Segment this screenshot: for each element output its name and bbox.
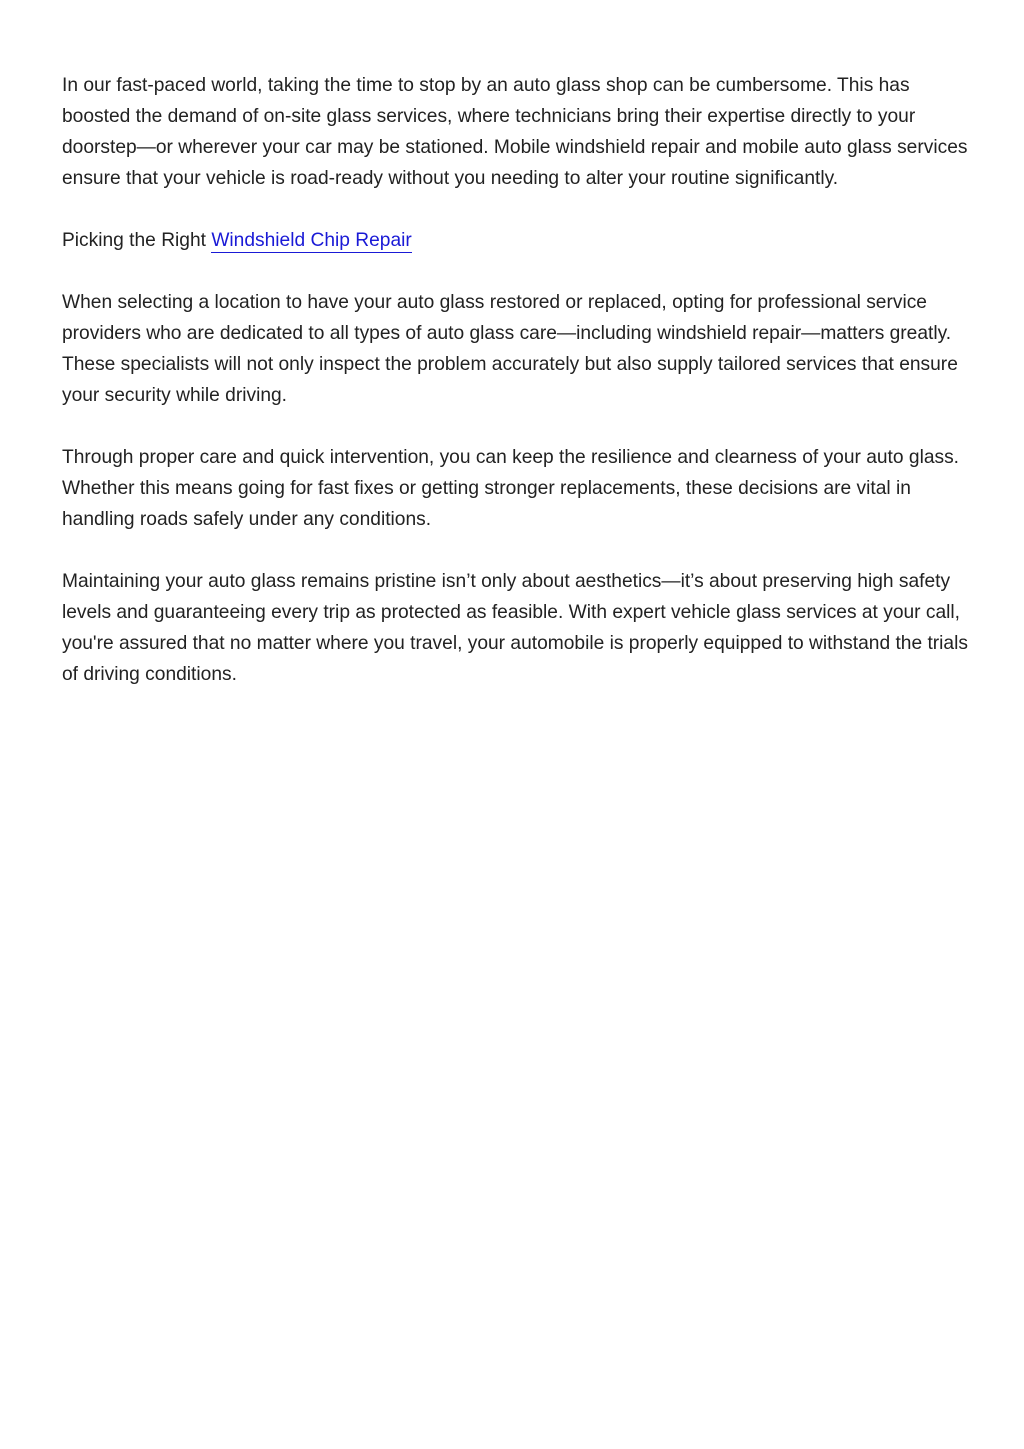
heading-prefix: Picking the Right [62,230,212,251]
document-body [62,70,972,721]
paragraph-maintenance: Maintaining your auto glass remains pristine isn’t only about aesthetics—it’s about preserving high safety levels and guaranteeing every trip as protected as feasible. With expert vehicle glass services at your call, you're assured that no matter where you travel, your automobile is properly equipped to withstand the trials of driving conditions. [62,571,968,685]
paragraph-selection: When selecting a location to have your auto glass restored or replaced, opting for professional service providers who are dedicated to all types of auto glass care—including windshield repair—matters greatly. These specialists will not only inspect the problem accurately but also supply tailored services that ensure your security while driving. [62,292,958,406]
paragraph-care: Through proper care and quick intervention, you can keep the resilience and clearness of your auto glass. Whether this means going for fast fixes or getting stronger replacements, these decisions are vital in handling roads safely under any conditions. [62,447,960,530]
intro-paragraph: In our fast-paced world, taking the time to stop by an auto glass shop can be cumbersome. This has boosted the demand of on-site glass services, where technicians bring their expertise directly to your doorstep—or wherever your car may be stationed. Mobile windshield repair and mobile auto glass services ensure that your vehicle is road-ready without you needing to alter your routine significantly. [62,75,968,189]
section-heading [62,225,972,256]
windshield-chip-repair-link[interactable]: Windshield Chip Repair [211,230,412,251]
